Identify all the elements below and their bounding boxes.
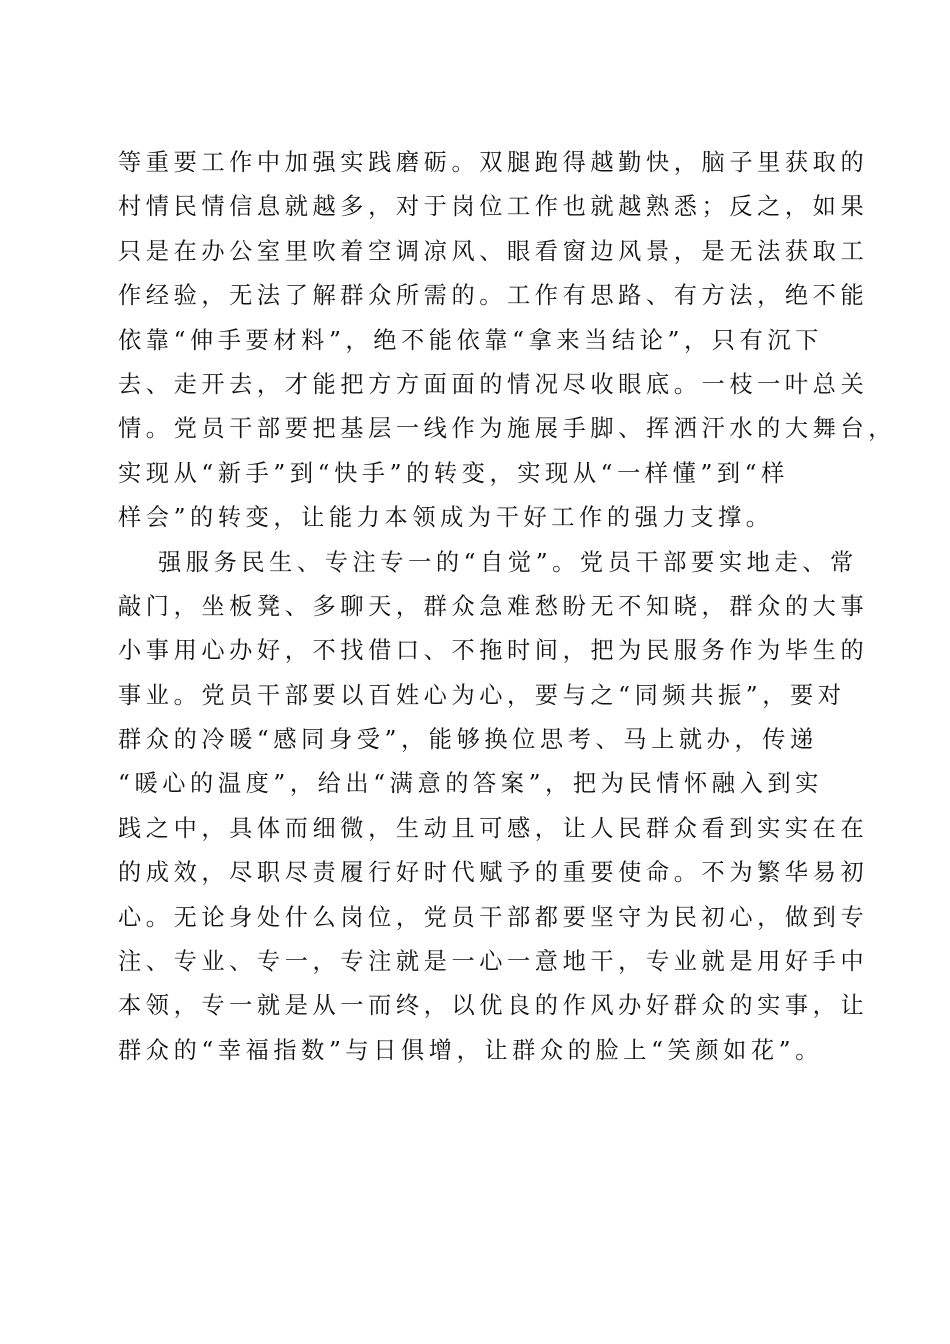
paragraph-line: 依靠“伸手要材料”，绝不能依靠“拿来当结论”，只有沉下 bbox=[118, 326, 823, 354]
paragraph-line: 强服务民生、专注专一的“自觉”。党员干部要实地走、常 bbox=[158, 548, 858, 576]
paragraph-line: 践之中，具体而细微，生动且可感，让人民群众看到实实在在 bbox=[118, 814, 869, 842]
paragraph-line: 本领，专一就是从一而终，以优良的作风办好群众的实事，让 bbox=[118, 992, 869, 1020]
paragraph-line: 样会”的转变，让能力本领成为干好工作的强力支撑。 bbox=[118, 504, 774, 532]
paragraph-line: 群众的冷暖“感同身受”，能够换位思考、马上就办，传递 bbox=[118, 726, 818, 754]
paragraph-line: 心。无论身处什么岗位，党员干部都要坚守为民初心，做到专 bbox=[118, 903, 869, 931]
paragraph-line: 事业。党员干部要以百姓心为心，要与之“同频共振”，要对 bbox=[118, 681, 846, 709]
paragraph-2 bbox=[118, 541, 869, 1074]
paragraph-line: 等重要工作中加强实践磨砺。双腿跑得越勤快，脑子里获取的 bbox=[118, 149, 869, 176]
paragraph-line: 群众的“幸福指数”与日俱增，让群众的脸上“笑颜如花”。 bbox=[118, 1036, 823, 1064]
paragraph-line: 敲门，坐板凳、多聊天，群众急难愁盼无不知晓，群众的大事 bbox=[118, 592, 869, 620]
body-text bbox=[118, 141, 897, 1073]
paragraph-line: 实现从“新手”到“快手”的转变，实现从“一样懂”到“样 bbox=[118, 459, 789, 487]
paragraph-1 bbox=[118, 141, 897, 541]
paragraph-line: 去、走开去，才能把方方面面的情况尽收眼底。一枝一叶总关 bbox=[118, 370, 869, 398]
paragraph-line: 小事用心办好，不找借口、不拖时间，把为民服务作为毕生的 bbox=[118, 637, 869, 665]
paragraph-line: “暖心的温度”，给出“满意的答案”，把为民情怀融入到实 bbox=[118, 770, 823, 798]
paragraph-line: 注、专业、专一，专注就是一心一意地干，专业就是用好手中 bbox=[118, 948, 869, 976]
paragraph-line: 只是在办公室里吹着空调凉风、眼看窗边风景，是无法获取工 bbox=[118, 237, 869, 265]
paragraph-line: 村情民情信息就越多，对于岗位工作也就越熟悉；反之，如果 bbox=[118, 193, 869, 221]
paragraph-line: 情。党员干部要把基层一线作为施展手脚、挥洒汗水的大舞台， bbox=[118, 415, 897, 443]
paragraph-line: 作经验，无法了解群众所需的。工作有思路、有方法，绝不能 bbox=[118, 282, 869, 310]
paragraph-line: 的成效，尽职尽责履行好时代赋予的重要使命。不为繁华易初 bbox=[118, 859, 869, 887]
